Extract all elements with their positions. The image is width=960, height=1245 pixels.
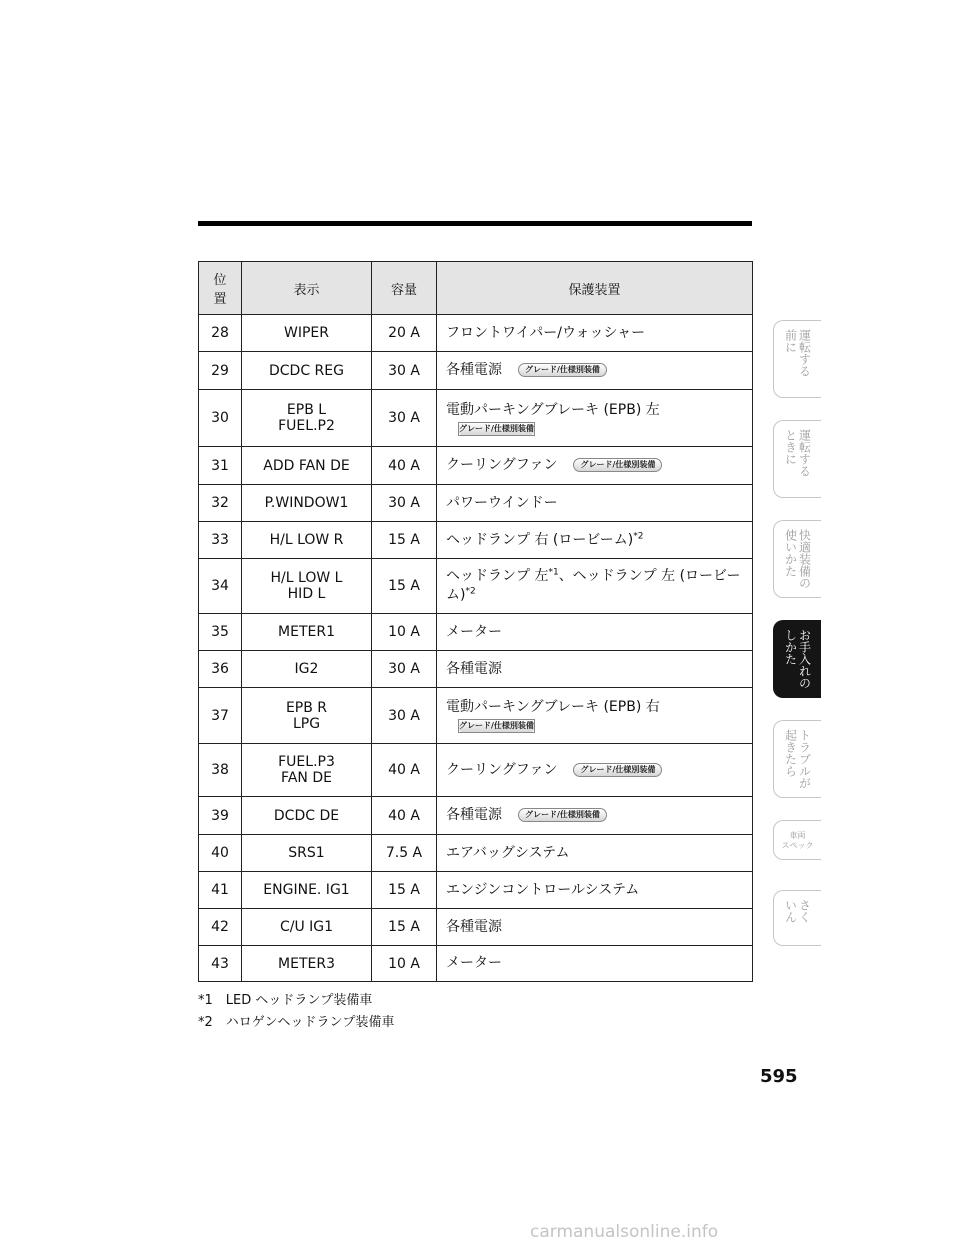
chapter-tab[interactable]	[773, 320, 821, 398]
display-line: EPB L	[286, 402, 327, 418]
cell-position: 40	[199, 835, 242, 872]
protected-device-text: フロントワイパー/ウォッシャー	[446, 324, 646, 341]
protected-device-text: 各種電源	[446, 918, 502, 935]
cell-position: 34	[199, 559, 242, 614]
chapter-tab-label: 運転する	[797, 429, 812, 477]
cell-protected-device	[437, 447, 753, 485]
display-line: C/U IG1	[279, 919, 334, 935]
cell-display	[242, 872, 372, 909]
watermark: carmanualsonline.info	[530, 1222, 719, 1242]
protected-device-text: クーリングファン	[446, 457, 558, 473]
cell-position: 37	[199, 688, 242, 744]
cell-protected-device	[437, 835, 753, 872]
chapter-tab[interactable]	[773, 720, 821, 798]
table-row	[199, 872, 753, 909]
footnote-ref: *2	[633, 530, 644, 541]
display-line: FAN DE	[281, 770, 332, 786]
cell-position: 42	[199, 909, 242, 946]
cell-capacity: 15 A	[372, 522, 437, 559]
chapter-tab-label: 快適装備の	[797, 529, 812, 589]
cell-display	[242, 688, 372, 744]
chapter-tab[interactable]	[773, 620, 821, 698]
cell-capacity: 15 A	[372, 559, 437, 614]
header-position: 位 置	[199, 262, 242, 315]
cell-display	[242, 315, 372, 352]
display-line: FUEL.P3	[278, 754, 335, 770]
cell-capacity: 15 A	[372, 909, 437, 946]
display-line: H/L LOW R	[269, 532, 344, 548]
table-row	[199, 614, 753, 651]
protected-device-text: 各種電源	[446, 362, 502, 378]
cell-position: 32	[199, 485, 242, 522]
cell-display	[242, 614, 372, 651]
cell-capacity: 10 A	[372, 946, 437, 982]
table-row	[199, 909, 753, 946]
display-line: LPG	[292, 715, 321, 732]
cell-display	[242, 797, 372, 835]
cell-protected-device	[437, 744, 753, 797]
display-line: SRS1	[288, 845, 325, 861]
cell-protected-device	[437, 522, 753, 559]
chapter-tab-label: 前に	[783, 329, 798, 353]
display-line: ADD FAN DE	[263, 457, 350, 474]
protected-device-text: 電動パーキングブレーキ (EPB) 左	[446, 401, 660, 418]
footnote-ref: *1	[548, 567, 559, 578]
cell-position: 30	[199, 390, 242, 447]
cell-capacity: 30 A	[372, 651, 437, 688]
display-line: DCDC DE	[273, 807, 340, 824]
cell-display	[242, 447, 372, 485]
display-line: FUEL.P2	[278, 418, 335, 434]
table-row	[199, 946, 753, 982]
cell-position: 38	[199, 744, 242, 797]
cell-protected-device	[437, 352, 753, 390]
protected-device-text: 、ヘッドランプ 左 (ロービーム)	[446, 568, 741, 603]
fuse-table	[198, 261, 753, 982]
protected-device-text: メーター	[446, 623, 502, 640]
cell-protected-device	[437, 485, 753, 522]
display-line: METER3	[278, 955, 335, 972]
cell-display	[242, 559, 372, 614]
cell-protected-device	[437, 909, 753, 946]
protected-device-text: メーター	[446, 955, 502, 971]
header-display: 表示	[242, 262, 372, 315]
cell-protected-device	[437, 559, 753, 614]
cell-capacity: 15 A	[372, 872, 437, 909]
table-row	[199, 390, 753, 447]
display-line: P.WINDOW1	[264, 495, 349, 511]
protected-device-text: ヘッドランプ 右 (ロービーム)	[446, 531, 634, 548]
table-row	[199, 835, 753, 872]
grade-badge: グレード/仕様別装備	[573, 763, 662, 777]
chapter-tab[interactable]	[773, 890, 821, 946]
display-line: METER1	[278, 624, 335, 640]
cell-display	[242, 485, 372, 522]
cell-capacity: 30 A	[372, 390, 437, 447]
cell-capacity: 30 A	[372, 485, 437, 522]
table-row	[199, 522, 753, 559]
header-protected-device: 保護装置	[437, 262, 753, 315]
table-row	[199, 447, 753, 485]
protected-device-text: パワーウインドー	[446, 494, 558, 511]
table-row	[199, 651, 753, 688]
display-line: EPB R	[285, 699, 328, 716]
cell-position: 43	[199, 946, 242, 982]
cell-capacity: 40 A	[372, 447, 437, 485]
cell-capacity: 40 A	[372, 797, 437, 835]
protected-device-text: クーリングファン	[446, 761, 558, 778]
display-line: HID L	[287, 586, 326, 602]
fuse-table-body	[199, 315, 753, 982]
cell-protected-device	[437, 614, 753, 651]
cell-display	[242, 909, 372, 946]
chapter-tab-label: ときに	[783, 429, 798, 465]
footnotes	[198, 990, 395, 1034]
cell-position: 28	[199, 315, 242, 352]
protected-device-text: ヘッドランプ 左	[446, 568, 549, 584]
cell-position: 39	[199, 797, 242, 835]
protected-device-text: 電動パーキングブレーキ (EPB) 右	[446, 699, 660, 715]
table-header-row	[199, 262, 753, 315]
cell-protected-device	[437, 651, 753, 688]
top-rule	[198, 221, 752, 226]
chapter-tab-label: 車両	[789, 830, 806, 840]
cell-display	[242, 946, 372, 982]
cell-capacity: 7.5 A	[372, 835, 437, 872]
protected-device-text: 各種電源	[446, 660, 502, 677]
cell-display	[242, 390, 372, 447]
cell-display	[242, 352, 372, 390]
grade-badge: グレード/仕様別装備	[518, 363, 607, 377]
grade-badge: グレード/仕様別装備	[458, 719, 535, 733]
cell-capacity: 20 A	[372, 315, 437, 352]
cell-protected-device	[437, 688, 753, 744]
chapter-tab-label: 運転する	[797, 329, 812, 377]
page-number: 595	[760, 1066, 798, 1087]
cell-display	[242, 522, 372, 559]
cell-capacity: 10 A	[372, 614, 437, 651]
table-row	[199, 352, 753, 390]
cell-position: 35	[199, 614, 242, 651]
cell-position: 31	[199, 447, 242, 485]
header-capacity: 容量	[372, 262, 437, 315]
cell-position: 41	[199, 872, 242, 909]
table-row	[199, 744, 753, 797]
grade-badge: グレード/仕様別装備	[573, 458, 662, 472]
display-line: DCDC REG	[269, 362, 344, 379]
chapter-tab[interactable]	[773, 420, 821, 498]
chapter-tab-label: いん	[783, 899, 798, 923]
grade-badge: グレード/仕様別装備	[518, 808, 607, 822]
cell-protected-device	[437, 315, 753, 352]
chapter-tab[interactable]	[773, 520, 821, 598]
display-line: ENGINE. IG1	[263, 882, 350, 898]
display-line: WIPER	[284, 325, 329, 341]
table-row	[199, 315, 753, 352]
chapter-tab-label: さく	[797, 899, 812, 923]
footnote-ref: *2	[465, 586, 476, 597]
table-row	[199, 485, 753, 522]
chapter-tab-label: スペック	[781, 840, 814, 850]
cell-capacity: 30 A	[372, 352, 437, 390]
chapter-tab-label: 使いかた	[783, 529, 798, 577]
cell-position: 36	[199, 651, 242, 688]
protected-device-text: エンジンコントロールシステム	[446, 881, 640, 898]
protected-device-text: エアバッグシステム	[446, 844, 570, 861]
grade-badge: グレード/仕様別装備	[458, 422, 535, 436]
protected-device-text: 各種電源	[446, 807, 502, 823]
display-line: H/L LOW L	[270, 570, 343, 586]
chapter-tab-label: しかた	[783, 629, 798, 665]
cell-protected-device	[437, 946, 753, 982]
chapter-tab-label: トラブルが	[797, 729, 812, 789]
chapter-tab-label: 起きたら	[783, 729, 798, 777]
table-row	[199, 797, 753, 835]
cell-position: 33	[199, 522, 242, 559]
table-row	[199, 688, 753, 744]
cell-display	[242, 835, 372, 872]
cell-capacity: 40 A	[372, 744, 437, 797]
display-line: IG2	[294, 661, 319, 677]
chapter-tab-label: お手入れの	[797, 629, 812, 689]
cell-display	[242, 651, 372, 688]
footnote-2: *2 ハロゲンヘッドランプ装備車	[198, 1015, 395, 1030]
chapter-tab[interactable]	[773, 820, 821, 860]
cell-protected-device	[437, 797, 753, 835]
footnote-1: *1 LED ヘッドランプ装備車	[198, 993, 373, 1008]
cell-protected-device	[437, 872, 753, 909]
table-row	[199, 559, 753, 614]
cell-capacity: 30 A	[372, 688, 437, 744]
cell-display	[242, 744, 372, 797]
cell-protected-device	[437, 390, 753, 447]
cell-position: 29	[199, 352, 242, 390]
